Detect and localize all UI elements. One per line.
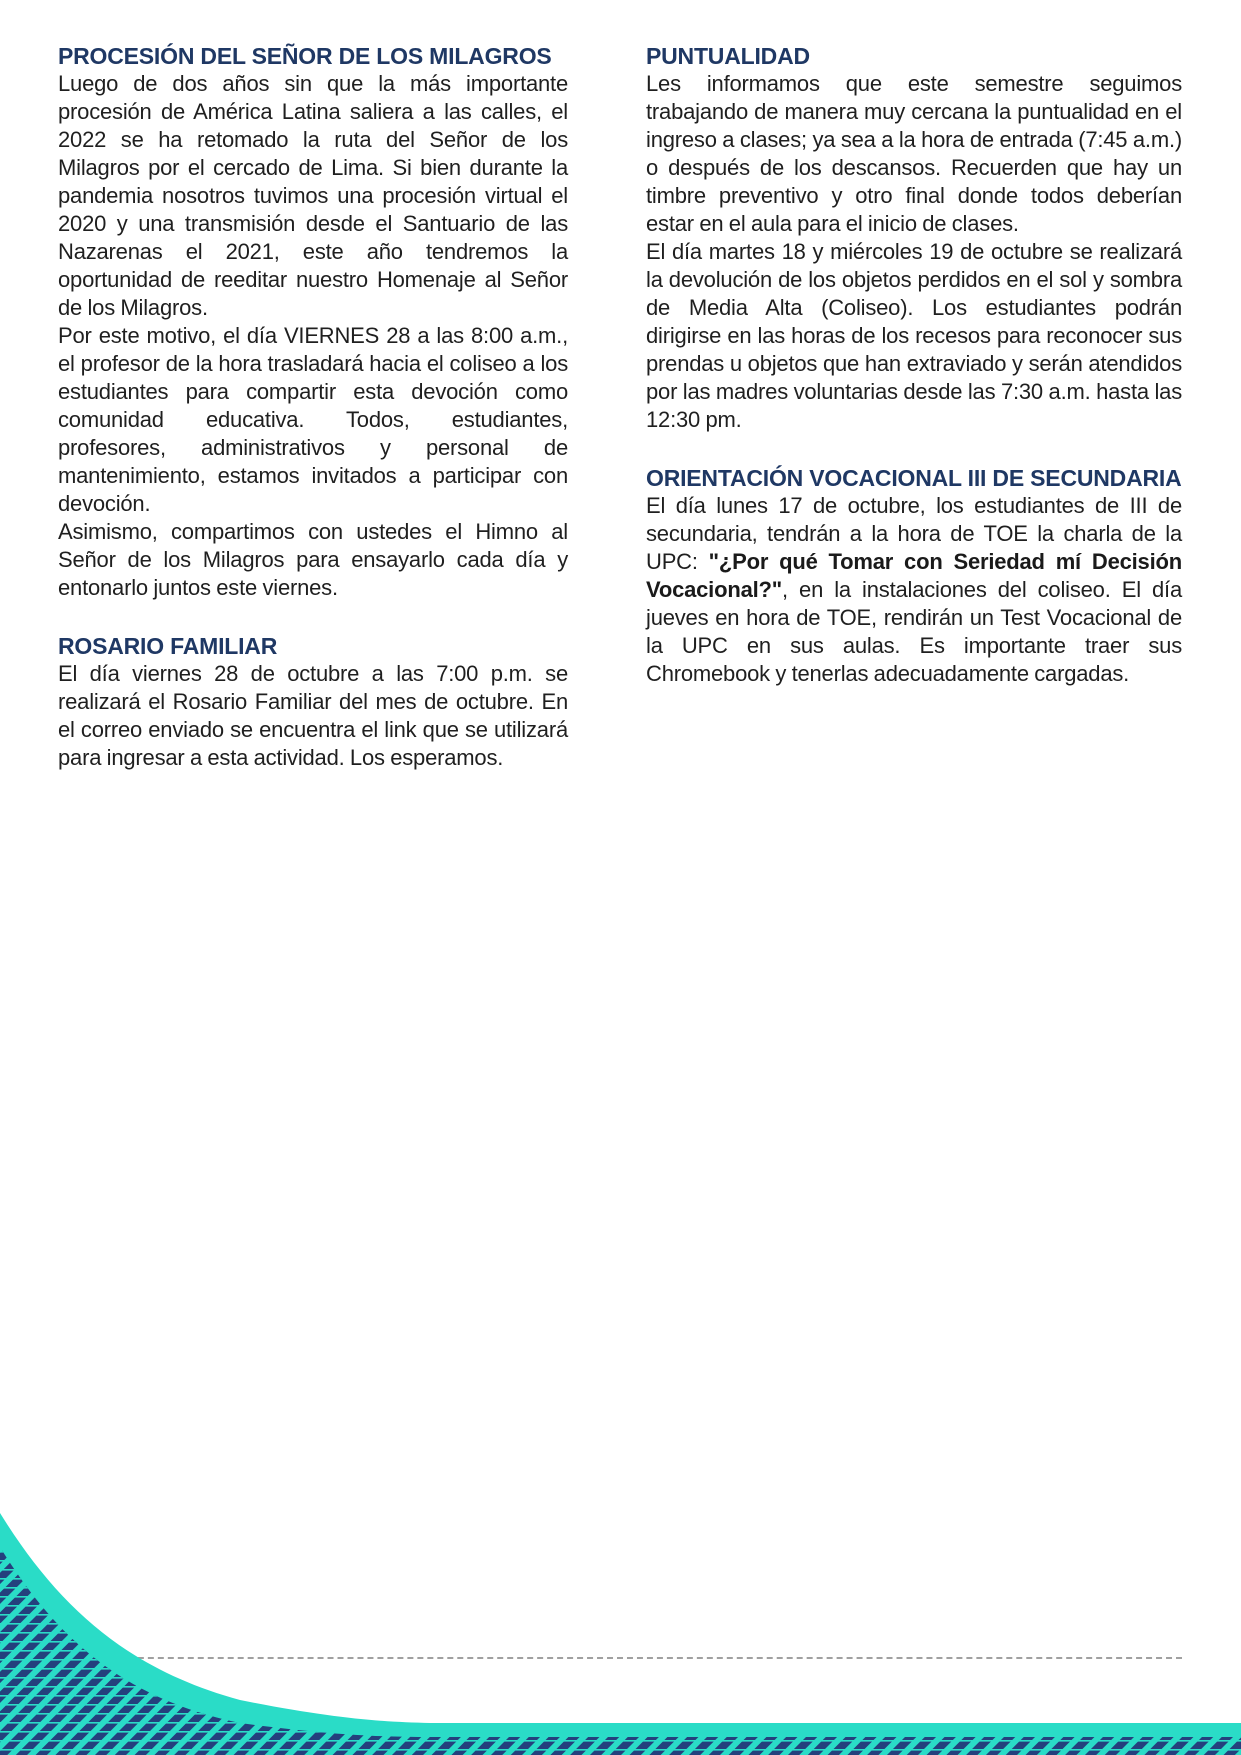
two-column-text-area <box>58 42 1182 772</box>
paragraph: Les informamos que este semestre seguimos trabajando de manera muy cercana la puntualidad en el ingreso a clases; ya sea a la hora de entrada (7:45 a.m.) o después de los descansos. Recuerden que hay un timbre preventivo y otro final donde todos deberían estar en el aula para el inicio de clases. <box>646 71 1182 236</box>
paragraph: Asimismo, compartimos con ustedes el Himno al Señor de los Milagros para ensayarlo cada día y entonarlo juntos este viernes. <box>58 519 568 600</box>
paragraph: El día martes 18 y miércoles 19 de octubre se realizará la devolución de los objetos perdidos en el sol y sombra de Media Alta (Coliseo). Los estudiantes podrán dirigirse en las horas de los recesos para reconocer sus prendas u objetos que han extraviado y serán atendidos por las madres voluntarias desde las 7:30 a.m. hasta las 12:30 pm. <box>646 239 1182 432</box>
paragraph: El día viernes 28 de octubre a las 7:00 p.m. se realizará el Rosario Familiar del mes de octubre. En el correo enviado se encuentra el link que se utilizará para ingresar a esta actividad. Los esperamos. <box>58 661 568 770</box>
section-puntualidad <box>646 42 1182 434</box>
bottom-wave-decoration <box>0 1355 1241 1755</box>
paragraph-bold-quote: "¿Por qué Tomar con Seriedad mí Decisión Vocacional?" <box>646 549 1182 602</box>
paragraph-text: El día lunes 17 de octubre, los estudiantes de III de secundaria, tendrán a la hora de TOE la charla de la UPC: <box>646 493 1182 574</box>
section-orientacion-vocacional <box>646 464 1182 688</box>
section-heading-orientacion: ORIENTACIÓN VOCACIONAL III DE SECUNDARIA <box>646 465 1182 491</box>
right-column <box>646 42 1182 772</box>
paragraph-text: , en la instalaciones del coliseo. El día jueves en hora de TOE, rendirán un Test Vocacional de la UPC en sus aulas. Es importante traer sus Chromebook y tenerlas adecuadamente cargadas. <box>646 577 1182 686</box>
section-heading-procesion: PROCESIÓN DEL SEÑOR DE LOS MILAGROS <box>58 43 552 69</box>
paragraph: Por este motivo, el día VIERNES 28 a las 8:00 a.m., el profesor de la hora trasladará hacia el coliseo a los estudiantes para compartir esta devoción como comunidad educativa. Todos, estudiantes, profesores, administrativos y personal de mantenimiento, estamos invitados a participar con devoción. <box>58 323 568 516</box>
section-rosario-familiar <box>58 632 568 772</box>
paragraph: Luego de dos años sin que la más importante procesión de América Latina saliera a las calles, el 2022 se ha retomado la ruta del Señor de los Milagros por el cercado de Lima. Si bien durante la pandemia nosotros tuvimos una procesión virtual el 2020 y una transmisión desde el Santuario de las Nazarenas el 2021, este año tendremos la oportunidad de reeditar nuestro Homenaje al Señor de los Milagros. <box>58 71 568 320</box>
section-heading-puntualidad: PUNTUALIDAD <box>646 43 810 69</box>
left-column <box>58 42 568 772</box>
section-heading-rosario: ROSARIO FAMILIAR <box>58 633 278 659</box>
section-procesion <box>58 42 568 602</box>
paragraph-with-bold <box>646 492 1182 688</box>
